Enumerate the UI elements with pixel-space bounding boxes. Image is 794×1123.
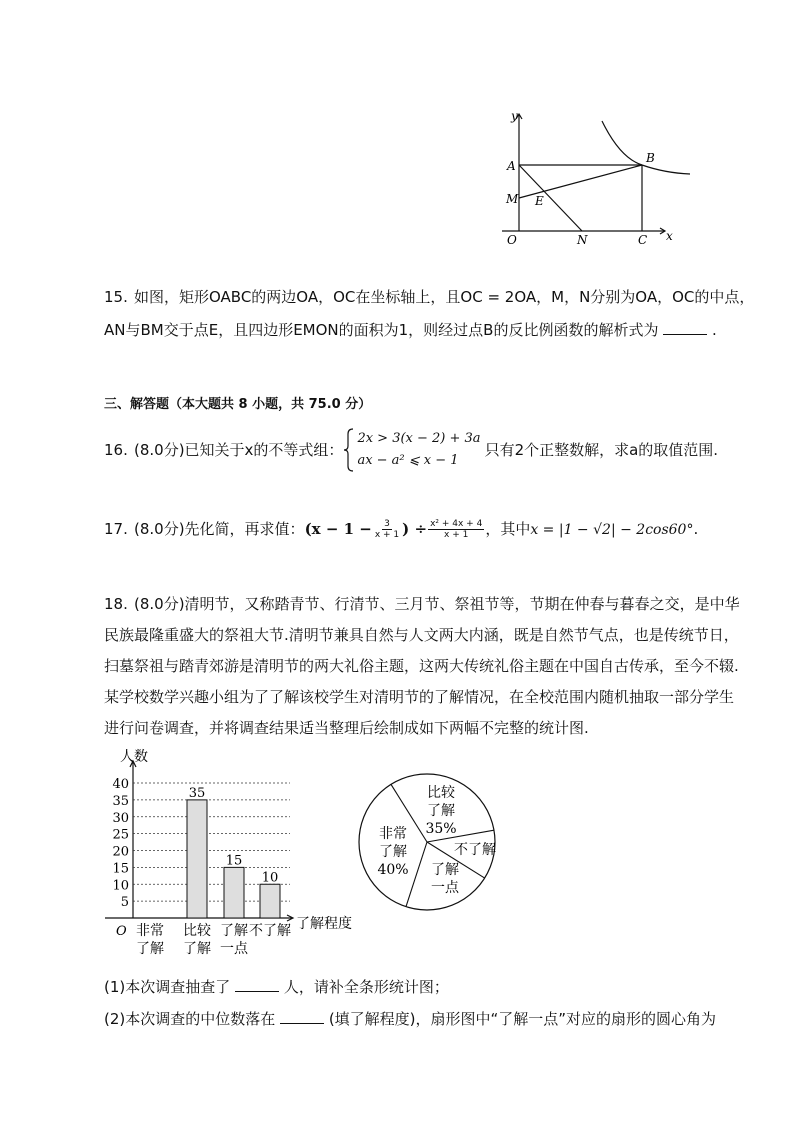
bar xyxy=(260,884,280,918)
q18-sub1-suffix: 人，请补全条形统计图； xyxy=(283,978,449,996)
q17-frac1-numerator: 3 xyxy=(384,519,390,529)
bar-category-label: 不了解 xyxy=(249,923,291,939)
q16-suffix: 只有2个正整数解，求a的取值范围. xyxy=(484,441,719,459)
q17-expr-open: (x − 1 − xyxy=(304,520,372,538)
bar-y-axis-label: 人数 xyxy=(120,749,148,765)
q17-number: 17. xyxy=(104,520,128,538)
q16-number: 16. xyxy=(104,441,128,459)
hyperbola-curve xyxy=(602,121,690,174)
q16-prefix: (8.0分)已知关于x的不等式组： xyxy=(134,441,344,459)
q18-sub2-suffix: (填了解程度)，扇形图中“了解一点”对应的扇形的圆心角为 xyxy=(328,1010,717,1028)
pie-slice-label: 非常 xyxy=(379,826,407,842)
bar-y-tick-label: 10 xyxy=(112,878,129,894)
bar-y-tick-label: 15 xyxy=(112,861,129,877)
pie-slice-label: 了解 xyxy=(379,844,407,860)
q18-line-2: 民族最隆重盛大的祭祖大节.清明节兼具自然与人文两大内涵，既是自然节气点，也是传统节日， xyxy=(104,626,739,644)
bar-y-tick-label: 25 xyxy=(112,827,129,843)
pie-slice-label: 比较 xyxy=(427,785,455,801)
bar xyxy=(187,800,207,918)
label-o: O xyxy=(507,233,517,247)
q18-sub2-blank[interactable] xyxy=(280,1009,324,1024)
label-y: y xyxy=(511,109,518,123)
q17-fraction-2 xyxy=(428,519,484,540)
pie-slice-label: 不了解 xyxy=(454,842,496,858)
label-x: x xyxy=(666,229,673,243)
bar xyxy=(224,867,244,918)
bar-origin-label: O xyxy=(116,924,127,939)
bar-category-label: 一点 xyxy=(220,941,248,957)
q18-sub2-prefix: (2)本次调查的中位数落在 xyxy=(104,1010,276,1028)
label-c: C xyxy=(638,233,648,247)
q16-inequality-system xyxy=(343,428,480,472)
segment-an xyxy=(519,165,582,231)
section-3-title: 三、解答题（本大题共 8 小题，共 75.0 分） xyxy=(104,397,372,412)
q18-sub1-blank[interactable] xyxy=(235,977,279,992)
q17-suffix-text: ，其中 xyxy=(485,520,531,538)
label-n: N xyxy=(577,233,588,247)
bar-y-tick-label: 30 xyxy=(112,810,129,826)
bar-data-label: 10 xyxy=(261,870,279,886)
q18-paragraph xyxy=(104,589,740,744)
pie-chart xyxy=(355,770,505,915)
label-a: A xyxy=(507,159,516,173)
q15-text-line1: 如图，矩形OABC的两边OA，OC在坐标轴上，且OC = 2OA，M，N分别为OA，OC的中点， xyxy=(134,288,755,306)
q15-line1 xyxy=(104,287,754,307)
q17-fraction-1 xyxy=(373,519,401,540)
bar-data-label: 35 xyxy=(188,785,206,801)
bar-category-label: 了解 xyxy=(183,941,211,957)
bar-y-tick-label: 35 xyxy=(112,793,129,809)
bar-chart xyxy=(100,740,370,960)
bar-category-label: 非常 xyxy=(136,923,164,939)
q16-line xyxy=(104,428,718,472)
q18-number: 18. xyxy=(104,595,128,613)
q18-line-3: 扫墓祭祖与踏青郊游是清明节的两大礼俗主题，这两大传统礼俗主题在中国自古传承，至今不辍. xyxy=(104,657,739,675)
q15-text-line2: AN与BM交于点E，且四边形EMON的面积为1，则经过点B的反比例函数的解析式为 xyxy=(104,321,659,339)
pie-slice-label: 了解 xyxy=(431,862,459,878)
bar-category-label: 了解 xyxy=(136,941,164,957)
pie-slice-label: 40% xyxy=(377,862,409,878)
bar-category-label: 了解 xyxy=(220,923,248,939)
pie-slice-label: 35% xyxy=(425,821,457,837)
label-e: E xyxy=(535,194,544,208)
q17-frac2-denominator: x + 1 xyxy=(444,530,469,540)
pie-slice-label: 了解 xyxy=(427,803,455,819)
q15-line2 xyxy=(104,320,717,340)
q17-end: . xyxy=(693,520,699,538)
q18-sub1-prefix: (1)本次调查抽查了 xyxy=(104,978,231,996)
q17-suffix-math: x = |1 − √2| − 2cos60° xyxy=(530,522,694,538)
q17-prefix: (8.0分)先化简，再求值： xyxy=(134,520,305,538)
q18-line-1 xyxy=(104,589,740,620)
label-m: M xyxy=(506,192,519,206)
q18-line-4: 某学校数学兴趣小组为了了解该校学生对清明节的了解情况，在全校范围内随机抽取一部分学生 xyxy=(104,688,735,706)
bar-category-label: 比较 xyxy=(183,923,211,939)
q15-answer-blank[interactable] xyxy=(663,320,707,335)
pie-slice-label: 一点 xyxy=(431,880,459,896)
q16-inequality-1: 2x > 3(x − 2) + 3a xyxy=(357,431,481,446)
label-b: B xyxy=(646,151,655,165)
q18-text-line-1: (8.0分)清明节，又称踏青节、行清节、三月节、祭祖节等，节期在仲春与暮春之交，是中华 xyxy=(134,595,740,613)
bar-y-tick-label: 40 xyxy=(112,777,129,792)
bar-x-axis-label: 了解程度 xyxy=(296,916,352,932)
q18-sub2 xyxy=(104,1009,716,1029)
bar-y-tick-label: 20 xyxy=(112,844,129,860)
bar-data-label: 15 xyxy=(225,853,243,869)
bar-y-tick-label: 5 xyxy=(120,895,129,911)
q15-figure xyxy=(490,106,700,256)
q17-frac2-numerator: x² + 4x + 4 xyxy=(430,519,483,529)
q18-line-5: 进行问卷调查，并将调查结果适当整理后绘制成如下两幅不完整的统计图. xyxy=(104,719,589,737)
left-brace-icon xyxy=(343,428,355,472)
q15-number: 15. xyxy=(104,288,128,306)
q15-end: . xyxy=(712,321,717,339)
q17-frac1-denominator: x + 1 xyxy=(374,530,400,540)
q16-inequality-2: ax − a² ⩽ x − 1 xyxy=(357,453,459,468)
q17-expr-div: ) ÷ xyxy=(402,520,428,538)
q17-line xyxy=(104,519,698,540)
q18-sub1 xyxy=(104,977,449,997)
